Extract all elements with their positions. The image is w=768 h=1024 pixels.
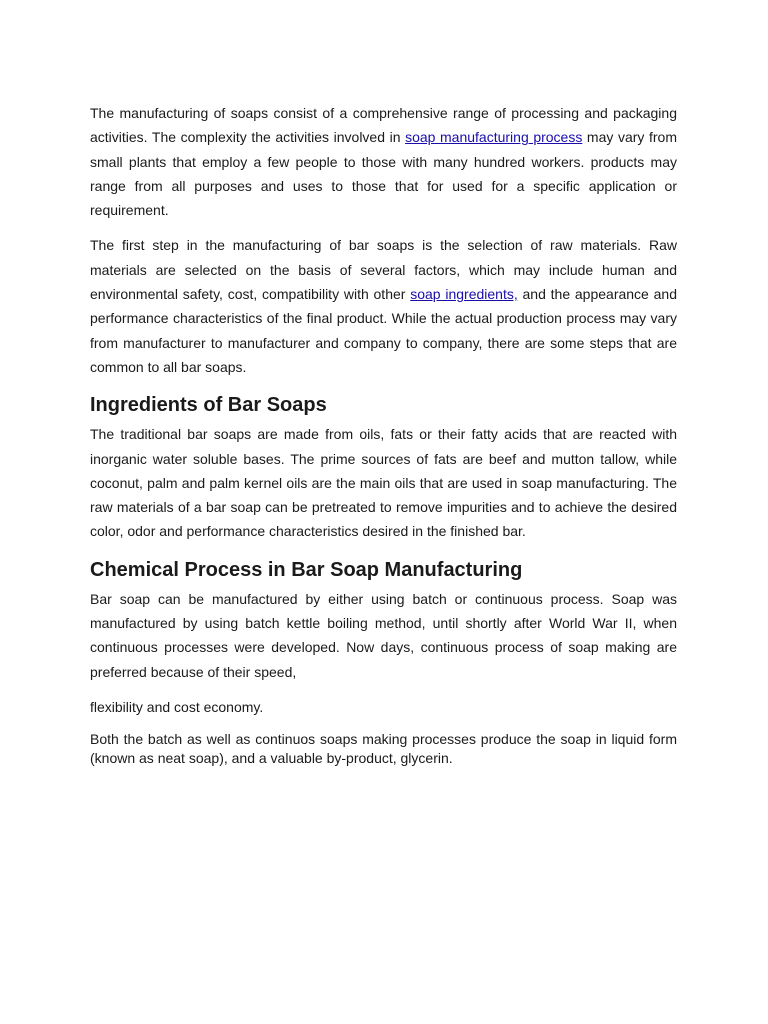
paragraph-raw-materials-text-1: The first step in the manufacturing of bar soaps is the selection of raw materials. Raw materials are selected on the basis of several factors, which may include human and environmental safety, cost, compatibility with other — [90, 237, 677, 303]
paragraph-flexibility: flexibility and cost economy. — [90, 698, 264, 715]
link-soap-manufacturing-process[interactable]: soap manufacturing process — [405, 129, 583, 146]
paragraph-ingredients: The traditional bar soaps are made from oils, fats or their fatty acids that are reacted with inorganic water soluble bases. The prime sources of fats are beef and mutton tallow, while coconut, palm and palm kernel oils are the main oils that are used in soap manufacturing. The raw materials of a bar soap can be pretreated to remove impurities and to achieve the desired color, odor and performance characteristics desired in the finished bar. — [90, 426, 677, 540]
paragraph-chemical-process: Bar soap can be manufactured by either using batch or continuous process. Soap was manufactured by using batch kettle boiling method, until shortly after World War II, when continuous processes were developed. Now days, continuous process of soap making are preferred because of their speed, — [90, 590, 677, 680]
paragraph-byproduct: Both the batch as well as continuos soaps making processes produce the soap in liquid form (known as neat soap), and a valuable by-product, glycerin. — [90, 731, 677, 767]
document-body — [90, 101, 677, 779]
paragraph-raw-materials-text-2: and the appearance and performance characteristics of the final product. While the actual production process may vary from manufacturer to manufacturer and company to company, there are some steps that are common to all bar soaps. — [90, 286, 677, 375]
paragraph-intro — [90, 101, 677, 222]
heading-ingredients: Ingredients of Bar Soaps — [90, 394, 327, 417]
paragraph-intro-text-2: may vary from small plants that employ a few people to those with many hundred workers. products may range from all purposes and uses to those that for used for a specific application or requirement. — [90, 129, 677, 219]
link-soap-ingredients[interactable]: soap ingredients, — [410, 286, 518, 303]
paragraph-raw-materials — [90, 233, 677, 379]
heading-chemical-process: Chemical Process in Bar Soap Manufacturing — [90, 558, 523, 581]
paragraph-intro-text-1: The manufacturing of soaps consist of a comprehensive range of processing and packaging activities. The complexity the activities involved in — [90, 105, 677, 146]
